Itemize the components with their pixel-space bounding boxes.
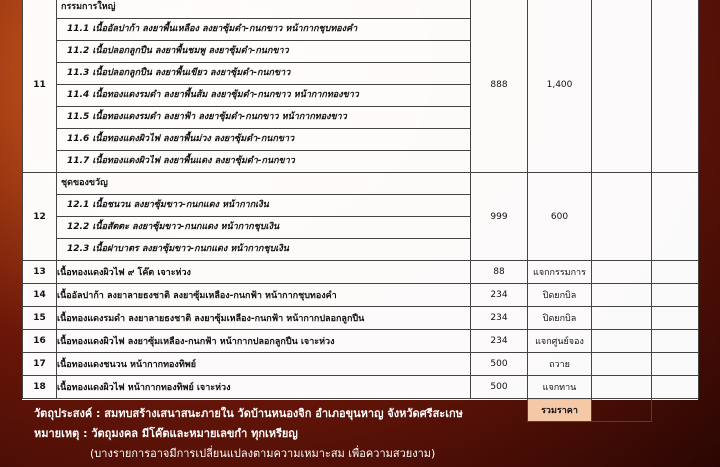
row-cell-extra (652, 261, 699, 284)
sub-item: 11.5 เนื้อทองแดงรมดำ ลงยาฟ้า ลงยาซุ้มดำ-กนกขาว หน้ากากทองขาว (57, 107, 470, 129)
row-description: เนื้อทองแดงผิวไฟ ลงยาซุ้มเหลือง-กนกฟ้า หน้ากากปลอกลูกปืน เจาะห่วง (57, 330, 471, 353)
sub-item: 11.4 เนื้อทองแดงรมดำ ลงยาพื้นส้ม ลงยาซุ้มดำ-กนกขาว หน้ากากทองขาว (57, 85, 470, 107)
row-number: 17 (23, 353, 57, 376)
row-number: 13 (23, 261, 57, 284)
row-cell-extra (592, 173, 652, 261)
row-price: แจกกรรมการ (528, 261, 592, 284)
row-number: 16 (23, 330, 57, 353)
row-price: แจกทาน (528, 376, 592, 399)
row-price: แจกศูนย์จอง (528, 330, 592, 353)
row-quantity: 88 (471, 261, 528, 284)
table-row (23, 261, 699, 284)
item-table (22, 0, 699, 422)
remark-note: หมายเหตุ : วัตถุมงคล มีโค๊ตและหมายเลขกำ ทุกเหรียญ (34, 427, 298, 440)
group-title: ชุดของขวัญ (57, 173, 470, 195)
row-cell-extra (652, 353, 699, 376)
row-cell-extra (592, 307, 652, 330)
row-cell-extra (592, 353, 652, 376)
row-cell-extra (652, 330, 699, 353)
row-cell-extra (592, 330, 652, 353)
row-cell-extra (652, 0, 699, 173)
row-cell-extra (652, 173, 699, 261)
row-number: 12 (23, 173, 57, 261)
row-cell-extra (592, 261, 652, 284)
row-cell-extra (592, 284, 652, 307)
row-description: เนื้อทองแดงผิวไฟ ๙ โค๊ต เจาะห่วง (57, 261, 471, 284)
row-number: 15 (23, 307, 57, 330)
row-price: ถวาย (528, 353, 592, 376)
row-description: เนื้อทองแดงชนวน หน้ากากทองทิพย์ (57, 353, 471, 376)
sub-item: 11.3 เนื้อปลอกลูกปืน ลงยาพื้นเขียว ลงยาซุ้มดำ-กนกขาว (57, 63, 470, 85)
total-label: รวมราคา (528, 399, 592, 422)
row-price: 1,400 (528, 0, 592, 173)
row-price: ปิดยกบิล (528, 307, 592, 330)
table-row (23, 353, 699, 376)
row-quantity: 999 (471, 173, 528, 261)
group-title: กรรมการใหญ่ (57, 0, 470, 19)
sub-item: 12.1 เนื้อชนวน ลงยาซุ้มขาว-กนกแดง หน้ากากเงิน (57, 195, 470, 217)
table-row (23, 173, 699, 261)
row-cell-extra (592, 0, 652, 173)
table-row (23, 307, 699, 330)
table-row (23, 330, 699, 353)
sub-item: 11.2 เนื้อปลอกลูกปืน ลงยาพื้นชมพู ลงยาซุ้มดำ-กนกขาว (57, 41, 470, 63)
row-description: เนื้อทองแดงผิวไฟ หน้ากากทองทิพย์ เจาะห่วง (57, 376, 471, 399)
sub-item: 12.2 เนื้อสัตตะ ลงยาซุ้มขาว-กนกแดง หน้ากากชุบเงิน (57, 217, 470, 239)
row-quantity: 500 (471, 376, 528, 399)
row-description: เนื้อทองแดงรมดำ ลงยาลายธงชาติ ลงยาซุ้มเหลือง-กนกฟ้า หน้ากากปลอกลูกปืน (57, 307, 471, 330)
row-description (57, 0, 471, 173)
row-description (57, 173, 471, 261)
row-number: 18 (23, 376, 57, 399)
row-quantity: 234 (471, 284, 528, 307)
row-cell-extra (592, 376, 652, 399)
purpose-note: วัตถุประสงค์ : สมทบสร้างเสนาสนะภายใน วัดบ้านหนองจิก อำเภอขุนหาญ จังหวัดศรีสะเกษ (34, 407, 463, 420)
row-price: ปิดยกบิล (528, 284, 592, 307)
row-quantity: 234 (471, 330, 528, 353)
row-cell-extra (652, 376, 699, 399)
sub-item: 12.3 เนื้อฝาบาตร ลงยาซุ้มขาว-กนกแดง หน้ากากชุบเงิน (67, 244, 289, 254)
row-cell-extra (652, 284, 699, 307)
row-quantity: 500 (471, 353, 528, 376)
table-row (23, 284, 699, 307)
sub-item: 11.6 เนื้อทองแดงผิวไฟ ลงยาพื้นม่วง ลงยาซุ้มดำ-กนกขาว (57, 129, 470, 151)
notes (34, 404, 463, 464)
row-description: เนื้ออัลปาก้า ลงยาลายธงชาติ ลงยาซุ้มเหลือง-กนกฟ้า หน้ากากชุบทองคำ (57, 284, 471, 307)
row-number: 14 (23, 284, 57, 307)
row-cell-extra (652, 307, 699, 330)
sub-item: 11.1 เนื้ออัลปาก้า ลงยาพื้นเหลือง ลงยาซุ้มดำ-กนกขาว หน้ากากชุบทองคำ (57, 19, 470, 41)
row-quantity: 888 (471, 0, 528, 173)
row-price: 600 (528, 173, 592, 261)
table-row (23, 0, 699, 173)
row-quantity: 234 (471, 307, 528, 330)
table-row (23, 376, 699, 399)
row-number: 11 (23, 0, 57, 173)
remark-note-2: (บางรายการอาจมีการเปลี่ยนแปลงตามความเหมาะสม เพื่อความสวยงาม) (90, 447, 436, 460)
total-value (592, 399, 652, 422)
sub-item: 11.7 เนื้อทองแดงผิวไฟ ลงยาพื้นแดง ลงยาซุ้มดำ-กนกขาว (67, 156, 295, 166)
